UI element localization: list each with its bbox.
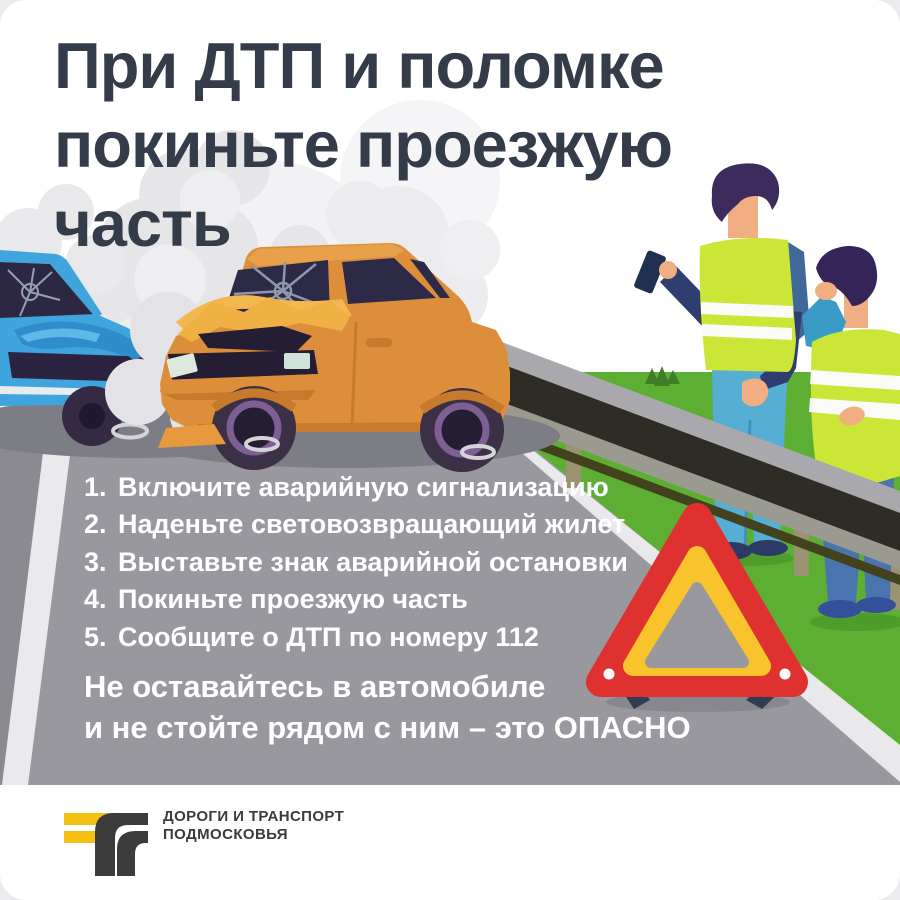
headlight — [284, 353, 310, 369]
footer-logo — [62, 808, 482, 883]
list-item: 2. Наденьте световозвращающий жилет — [84, 509, 626, 540]
warning-text — [84, 666, 691, 748]
shoe — [748, 540, 788, 556]
door-handle — [366, 338, 392, 347]
steps-list — [84, 472, 628, 659]
title-line: При ДТП и поломке — [54, 29, 664, 102]
roads-logo-icon — [62, 808, 152, 878]
title-line: часть — [54, 187, 231, 260]
warning-line: Не оставайтесь в автомобиле — [84, 669, 546, 704]
warning-line: и не стойте рядом с ним – это ОПАСНО — [84, 710, 691, 745]
title-line: покиньте проезжую — [54, 108, 673, 181]
org-name: ДОРОГИ И ТРАНСПОРТ ПОДМОСКОВЬЯ — [163, 808, 345, 843]
hand — [815, 282, 837, 300]
list-item: 3. Выставьте знак аварийной остановки — [84, 546, 628, 577]
bushes — [645, 366, 680, 386]
poster-title — [54, 26, 672, 263]
list-item: 5. Сообщите о ДТП по номеру 112 — [84, 621, 539, 652]
hand — [659, 261, 677, 279]
shoe — [856, 597, 896, 613]
shoe — [818, 600, 862, 618]
list-item: 4. Покиньте проезжую часть — [84, 584, 468, 615]
list-item: 1. Включите аварийную сигнализацию — [84, 472, 609, 502]
